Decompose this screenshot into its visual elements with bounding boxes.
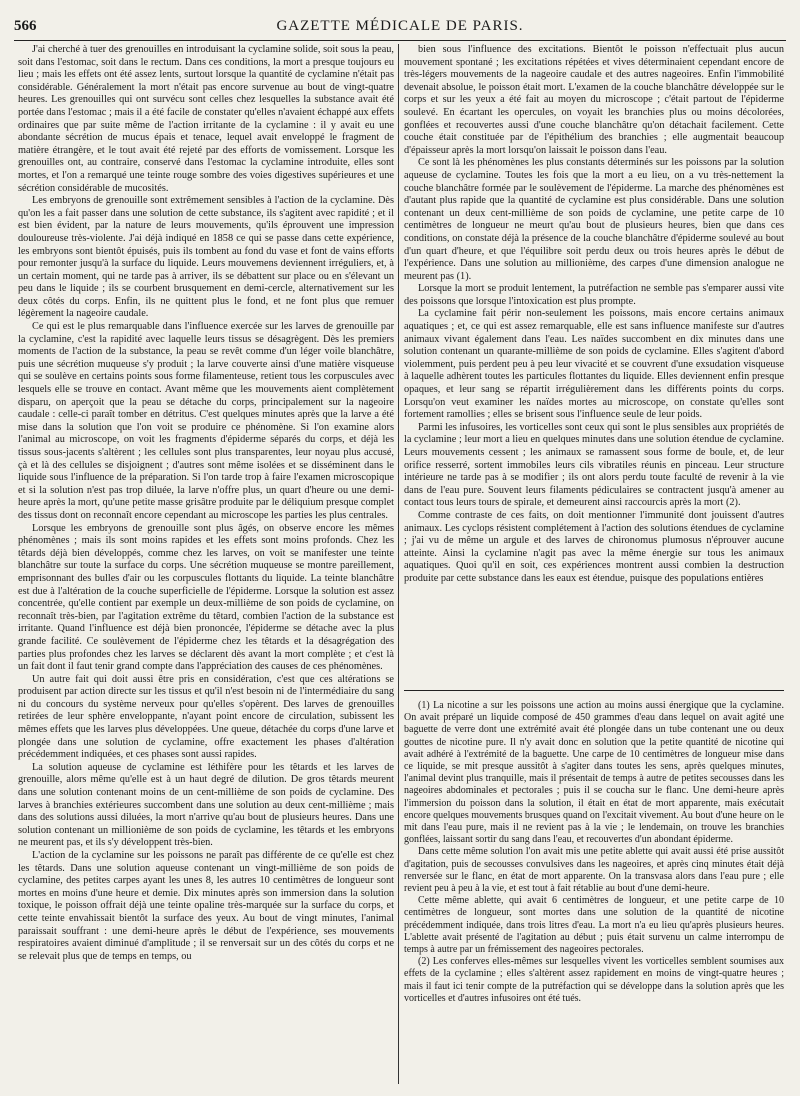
paragraph: Les embryons de grenouille sont extrêmement sensibles à l'action de la cyclamine. Dès qu'on les a fait passer dans une solution de cette substance, ils s'agitent avec rapidité ; et il est bien évident, par la nature de leurs mouvements, qu'ils éprouvent une impression douloureuse très-violente. J'ai déjà indiqué en 1858 ce qui se passe dans cette expérience, les embryons sont bientôt épuisés, puis ils tombent au fond du vase et font de vains efforts pour remonter jusqu'à la surface du liquide. Leurs mouvemens deviennent irréguliers, et, à un certain moment, qui ne tarde pas à arriver, ils se débattent sur place ou en s'élevant un peu dans le liquide ; ils se courbent brusquement en demi-cercle, alternativement sur les deux côtés du corps. Enfin, ils ne quittent plus le fond, et ne font plus que remuer légèrement la nageoire caudale. <box>18 195 394 320</box>
paragraph: Parmi les infusoires, les vorticelles sont ceux qui sont le plus sensibles aux propriétés de la cyclamine ; leur mort a lieu en quelques minutes dans une solution étendue de cyclamine. Leurs mouvements cessent ; les animaux se ramassent sous forme de boule, et, de leur orifice resserré, sortent immobiles leurs cils vibratiles réunis en pinceau. Leur structure intérieure ne tarde pas à se modifier ; ils ont alors perdu toute faculté de revenir à la vie dans de l'eau pure. Souvent leurs filaments pédiculaires se contractent jusqu'à amener au contact tous leurs tours de spirale, et demeurent ainsi raccourcis après la mort (2). <box>404 421 784 509</box>
paragraph: Lorsque la mort se produit lentement, la putréfaction ne semble pas s'emparer aussi vite des poissons que lorsque l'intoxication est plus prompte. <box>404 283 784 307</box>
footnote: (1) La nicotine a sur les poissons une action au moins aussi énergique que la cyclamine. On avait préparé un liquide composé de 450 grammes d'eau dans lequel on avait agité une baguette de verre dont une extrémité avait été plongée dans un tube contenant une ou deux gouttes de nicotine pure. Il n'y avait donc en solution que la petite quantité de nicotine qui avait adhéré à l'extrémité de la baguette. Une carpe de 10 centimètres de longueur mise dans ce liquide, se mit presque aussitôt à s'agiter dans toutes les sens, après quelques minutes, l'animal devint plus tranquille, mais il présentait de temps à autre de petites secousses dans les nageoires abdominales et pectorales ; puis il se coucha sur le flanc. Une demi-heure après l'immersion du poisson dans la solution, il était en état de mort apparente, mais exécutait encore quelques mouvements brusques quand on l'excitait vivement. Au bout d'une heure on le mit dans l'eau pure, mais il ne revient pas à la vie ; le lendemain, on trouve les branchies gonflées, laissant sortir du sang dans l'eau, et recouvertes d'un abondant épiderme. <box>404 700 784 846</box>
paragraph: La solution aqueuse de cyclamine est léthifère pour les têtards et les larves de grenouille, alors même qu'elle est à un haut degré de dilution. De gros têtards meurent dans une solution contenant moins de un cent-millième de son poids de cyclamine. Des larves à branchies extérieures succombent dans une solution au deux cent-millième ; mais dans des solutions aussi diluées, la mort n'arrive qu'au bout de plusieurs heures. Dans une solution contenant un millionième de son poids de cyclamine, les têtards et les embryons ne meurent pas, et ils s'y développent très-bien. <box>18 761 394 849</box>
page-number: 566 <box>14 18 37 34</box>
paragraph: Lorsque les embryons de grenouille sont plus âgés, on observe encore les mêmes phénomènes ; mais ils sont moins rapides et les effets sont moins profonds. Chez les têtards déjà bien développés, comme chez les larves, on voit se manifester une teinte blanchâtre sur toute la surface du corps. Une sécrétion muqueuse se montre pareillement, emprisonnant des bulles d'air ou les corpuscules flottants du liquide. La teinte blanchâtre est due à l'altération de la couche superficielle de l'épiderme. Lorsque la solution est assez concentrée, qu'elle contient par exemple un deux-millième de son poids de cyclamine, on reconnaît très-bien, par l'agitation extrême du têtard, combien l'action de la substance est irritante. Quand l'influence est déjà bien prononcée, l'épiderme se détache avec la plus grande facilité. Ce soulèvement de l'épiderme chez les têtards et la désagrégation des parties plus profondes chez les larves se déclarent dès avant la mort complète ; et c'est là un fait dont il faut tenir grand compte dans l'appréciation des causes de ces phénomènes. <box>18 522 394 673</box>
journal-title: GAZETTE MÉDICALE DE PARIS. <box>276 18 524 34</box>
paragraph: bien sous l'influence des excitations. Bientôt le poisson n'effectuait plus aucun mouvement spontané ; les excitations répétées et vives déterminaient cependant encore de très-légers mouvements de la nageoire caudale et des autres nageoires. Enfin l'immobilité devenait absolue, le poisson était mort. L'examen de la couche blanchâtre développée sur le corps et sur les yeux a été fait au moyen du microscope ; c'était partout de l'épiderme soulevé. En écartant les opercules, on voyait les branchies plus ou moins décolorées, gonflées et recouvertes aussi d'une couche blanchâtre qu'on détachait facilement. Cette couche était constituée par de l'épithélium des branchies ; elle augmentait beaucoup d'épaisseur après la mort lorsqu'on laissait le poisson dans l'eau. <box>404 44 784 156</box>
paragraph: Comme contraste de ces faits, on doit mentionner l'immunité dont jouissent d'autres animaux. Les cyclops résistent complétement à l'action des solutions étendues de cyclamine ; j'ai vu de même un argule et des larves de chironomus plumosus n'éprouver aucune atteinte. Ainsi la cyclamine n'agit pas avec la même énergie sur tous les animaux aquatiques. Quoi qu'il en soit, ces expériences montrent aussi combien la destruction produite par cette substance dans les eaux est étendue, puisque des populations entières <box>404 509 784 584</box>
page-header <box>14 18 786 40</box>
paragraph: L'action de la cyclamine sur les poissons ne paraît pas différente de ce qu'elle est chez les têtards. Dans une solution aqueuse contenant un vingt-millième de son poids de cyclamine, des petites carpes ayant les unes 8, les autres 10 centimètres de longueur sont mortes en moins d'une heure et demie. Dix minutes après son immersion dans la solution toxique, le poisson offrait déjà une teinte opaline très-marquée sur la surface du corps, et cette teinte envahissait bientôt la surface des yeux. Au bout de vingt minutes, l'animal paraissait souffrant : une demi-heure après le début de l'expérience, ses mouvements respiratoires avaient diminué d'amplitude ; il se renversait sur un des côtés du corps et ne se relevait plus que de temps en temps, ou <box>18 850 394 962</box>
footnote-rule <box>404 690 784 691</box>
footnote: Cette même ablette, qui avait 6 centimètres de longueur, et une petite carpe de 10 centimètres de longueur, sont mortes dans une solution de la quantité de nicotine précédemment indiquée, dans trois litres d'eau. La mort n'a eu lieu qu'après plusieurs heures. L'ablette avait présenté de l'agitation au début ; puis était survenu un calme interrompu de temps à autre par un frémissement des nageoires pectorales. <box>404 895 784 956</box>
footnote: (2) Les conferves elles-mêmes sur lesquelles vivent les vorticelles semblent soumises aux effets de la cyclamine ; elles s'altèrent assez rapidement en moins de vingt-quatre heures ; mais il faut ici tenir compte de la putréfaction qui se développe dans la solution après que les vorticelles et d'autres infusoires ont été tués. <box>404 956 784 1004</box>
paragraph: Ce sont là les phénomènes les plus constants déterminés sur les poissons par la solution aqueuse de cyclamine. Toutes les fois que la mort a eu lieu, on a vu très-nettement la couche blanchâtre formée par le soulèvement de l'épiderme. La marche des phénomènes est d'autant plus rapide que la quantité de cyclamine est plus considérable. Dans une solution contenant un deux cent-millième de son poids de cyclamine, une petite carpe de 10 centimètres de longueur ne meurt qu'au bout de plusieurs heures, bien que dans ces conditions, on constate déjà la présence de la couche blanchâtre d'épiderme soulevé au bout d'un quart d'heure, et que l'équilibre soit perdu deux ou trois heures après le début de l'expérience. Dans une solution au millionième, des carpes d'une dimension analogue ne meurent pas (1). <box>404 157 784 282</box>
footnotes <box>404 700 784 1090</box>
right-column <box>404 44 784 679</box>
paragraph: La cyclamine fait périr non-seulement les poissons, mais encore certains animaux aquatiques ; et, ce qui est assez remarquable, elle est sans influence manifeste sur d'autres animaux vivant également dans l'eau. Les naïdes succombent en dix minutes dans une solution contenant un quarante-millième de son poids de cyclamine. Elles s'agitent d'abord violemment, puis perdent peu à peu leur vivacité et se couvrent d'une exsudation visqueuse à laquelle adhèrent toutes les particules flottantes du liquide. Elles deviennent enfin presque opaques, et leur sang se répartit irrégulièrement dans les différents points du corps. Lorsqu'on veut examiner les naïdes mortes au microscope, on constate qu'elles sont fortement ramollies ; elles se brisent sous l'influence seule de leur poids. <box>404 308 784 421</box>
paragraph: J'ai cherché à tuer des grenouilles en introduisant la cyclamine solide, soit sous la peau, soit dans l'estomac, soit dans le rectum. Dans ces conditions, la mort a presque toujours eu lieu ; mais les effets ont été assez lents, surtout lorsque la quantité de cyclamine n'était pas considérable. Généralement la mort n'était pas encore survenue au bout de vingt-quatre heures. Les grenouilles qui ont survécu sont celles chez lesquelles la substance avait été portée dans l'estomac ; mais il a été facile de constater qu'elles n'avaient échappé aux effets ordinaires que par suite même de l'action irritante de la cyclamine : il y avait eu une abondante sécrétion de mucus épais et tenace, lequel avait enveloppé le fragment de matière étrangère, et le tout avait été rejeté par des efforts de vomissement. Lorsque les grenouilles ont, au contraire, conservé dans l'estomac la cyclamine introduite, elles sont mortes, et l'on a remarqué une teinte rouge sombre des voies digestives supérieures et une sécrétion considérable de mucosités. <box>18 44 394 194</box>
column-divider <box>398 44 399 1084</box>
left-column <box>18 44 394 1084</box>
header-rule <box>14 40 786 41</box>
footnote: Dans cette même solution l'on avait mis une petite ablette qui avait aussi été prise aussitôt d'agitation, puis de secousses convulsives dans les nageoires, et après cinq minutes était déjà renversée sur le flanc, en état de mort apparente. On la transvasa alors dans l'eau pure ; elle revient peu à peu à la vie, et est tout à fait rétablie au bout d'une demi-heure. <box>404 846 784 895</box>
paragraph: Ce qui est le plus remarquable dans l'influence exercée sur les larves de grenouille par la cyclamine, c'est la rapidité avec laquelle leurs tissus se désagrègent. Dès les premiers moments de l'action de la substance, la peau se revêt comme d'un léger voile blanchâtre, puis une sécrétion muqueuse s'y produit ; la larve couverte ainsi d'une matière visqueuse qui se soulève en certains points sous forme filamenteuse, retient tous les corpuscules avec lesquels elle se trouve en contact. Avant même que les mouvements aient complètement disparu, on aperçoit que la peau se détache du corps, principalement sur la nageoire caudale : celle-ci paraît tomber en détritus. C'est quelques minutes après que la larve a été mise dans la solution que l'on voit se produire ce phénomène. Si l'on examine alors l'animal au microscope, on voit les fragments d'épiderme séparés du corps, et déjà les tissus sous-jacents s'altèrent ; les cellules sont plus transparentes, leur noyau plus accusé, çà et là des cellules se disjoignent ; d'autres sont même isolées et se disséminent dans le liquide sous l'influence de la préparation. Si l'on tarde trop à faire l'examen microscopique et si la solution n'est pas trop diluée, la larve n'offre plus, un quart d'heure ou une demi-heure après la mort, qu'une petite masse grisâtre produite par le déliquium presque complet des tissus dont on reconnaît encore cependant au microscope les parties les plus centrales. <box>18 321 394 521</box>
paragraph: Un autre fait qui doit aussi être pris en considération, c'est que ces altérations se produisent par action directe sur les tissus et qu'il n'est besoin ni de l'intermédiaire du sang ni du concours du système nerveux pour qu'elles s'opèrent. Des larves de grenouilles retirées de leur sphère enveloppante, n'ayant point encore de circulation, subissent les mêmes effets que les larves plus développées. Une queue, détachée du corps d'une larve et plongée dans une solution de cyclamine, offre exactement les phases d'altération précédemment indiquées, et ces phases sont aussi rapides. <box>18 673 394 761</box>
